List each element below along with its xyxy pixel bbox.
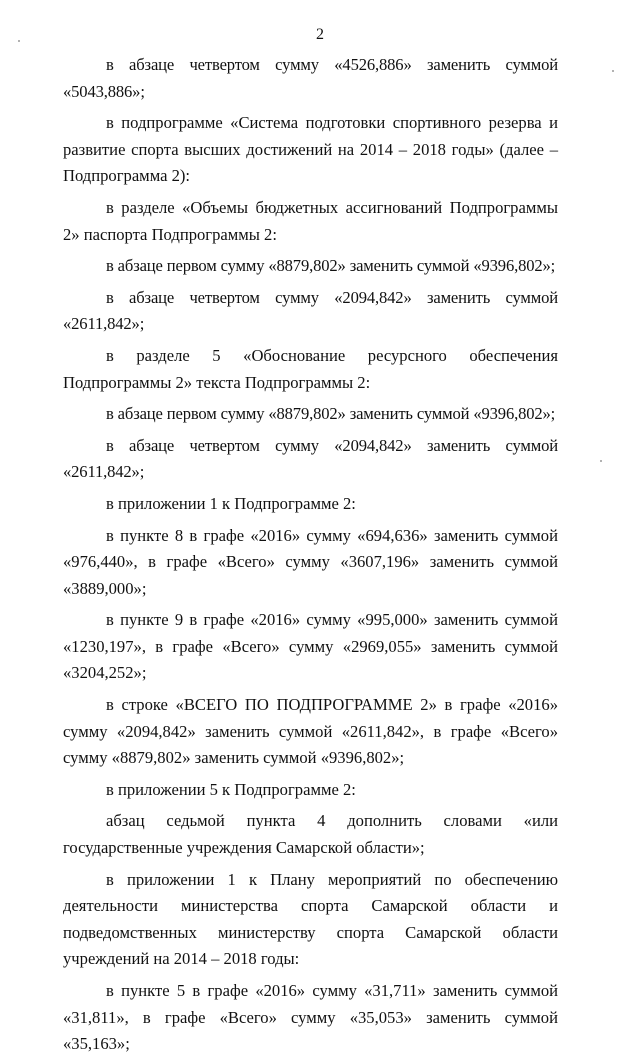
scan-speck: [612, 70, 614, 72]
document-body: [63, 52, 558, 1063]
paragraph-1: в абзаце четвертом сумму «4526,886» заменить суммой «5043,886»;: [63, 55, 558, 101]
paragraph-4: в абзаце первом сумму «8879,802» заменить суммой «9396,802»;: [106, 256, 556, 276]
paragraph-2: в подпрограмме «Система подготовки спортивного резерва и развитие спорта высших достижений на 2014 – 2018 годы» (далее – Подпрограмма 2):: [63, 113, 558, 186]
paragraph-9: в приложении 1 к Подпрограмме 2:: [106, 493, 356, 513]
scan-speck: [18, 40, 20, 42]
paragraph-13: в приложении 5 к Подпрограмме 2:: [106, 779, 356, 799]
paragraph-5: в абзаце четвертом сумму «2094,842» заменить суммой «2611,842»;: [63, 287, 558, 334]
paragraph-14: абзац седьмой пункта 4 дополнить словами «или государственные учреждения Самарской области»;: [63, 811, 558, 858]
paragraph-7: в абзаце первом сумму «8879,802» заменить суммой «9396,802»;: [106, 404, 556, 424]
paragraph-6: в разделе 5 «Обоснование ресурсного обеспечения Подпрограммы 2» текста Подпрограммы 2:: [63, 345, 558, 392]
paragraph-11: в пункте 9 в графе «2016» сумму «995,000» заменить суммой «1230,197», в графе «Всего» сумму «2969,055» заменить суммой «3204,252»;: [63, 610, 558, 683]
scan-speck: [600, 460, 602, 462]
page-number: 2: [316, 26, 324, 43]
paragraph-15: в приложении 1 к Плану мероприятий по обеспечению деятельности министерства спорта Самарской области и подведомственных министерству спорта Самарской области учреждений на 2014 – 2018 годы:: [63, 869, 558, 969]
paragraph-8: в абзаце четвертом сумму «2094,842» заменить суммой «2611,842»;: [63, 435, 558, 482]
paragraph-16: в пункте 5 в графе «2016» сумму «31,711» заменить суммой «31,811», в графе «Всего» сумму «35,053» заменить суммой «35,163»;: [63, 981, 558, 1054]
paragraph-12: в строке «ВСЕГО ПО ПОДПРОГРАММЕ 2» в графе «2016» сумму «2094,842» заменить суммой «2611,842», в графе «Всего» сумму «8879,802» заменить суммой «9396,802»;: [63, 695, 558, 768]
paragraph-3: в разделе «Объемы бюджетных ассигнований Подпрограммы 2» паспорта Подпрограммы 2:: [63, 197, 558, 244]
paragraph-10: в пункте 8 в графе «2016» сумму «694,636» заменить суммой «976,440», в графе «Всего» сумму «3607,196» заменить суммой «3889,000»;: [63, 525, 558, 598]
